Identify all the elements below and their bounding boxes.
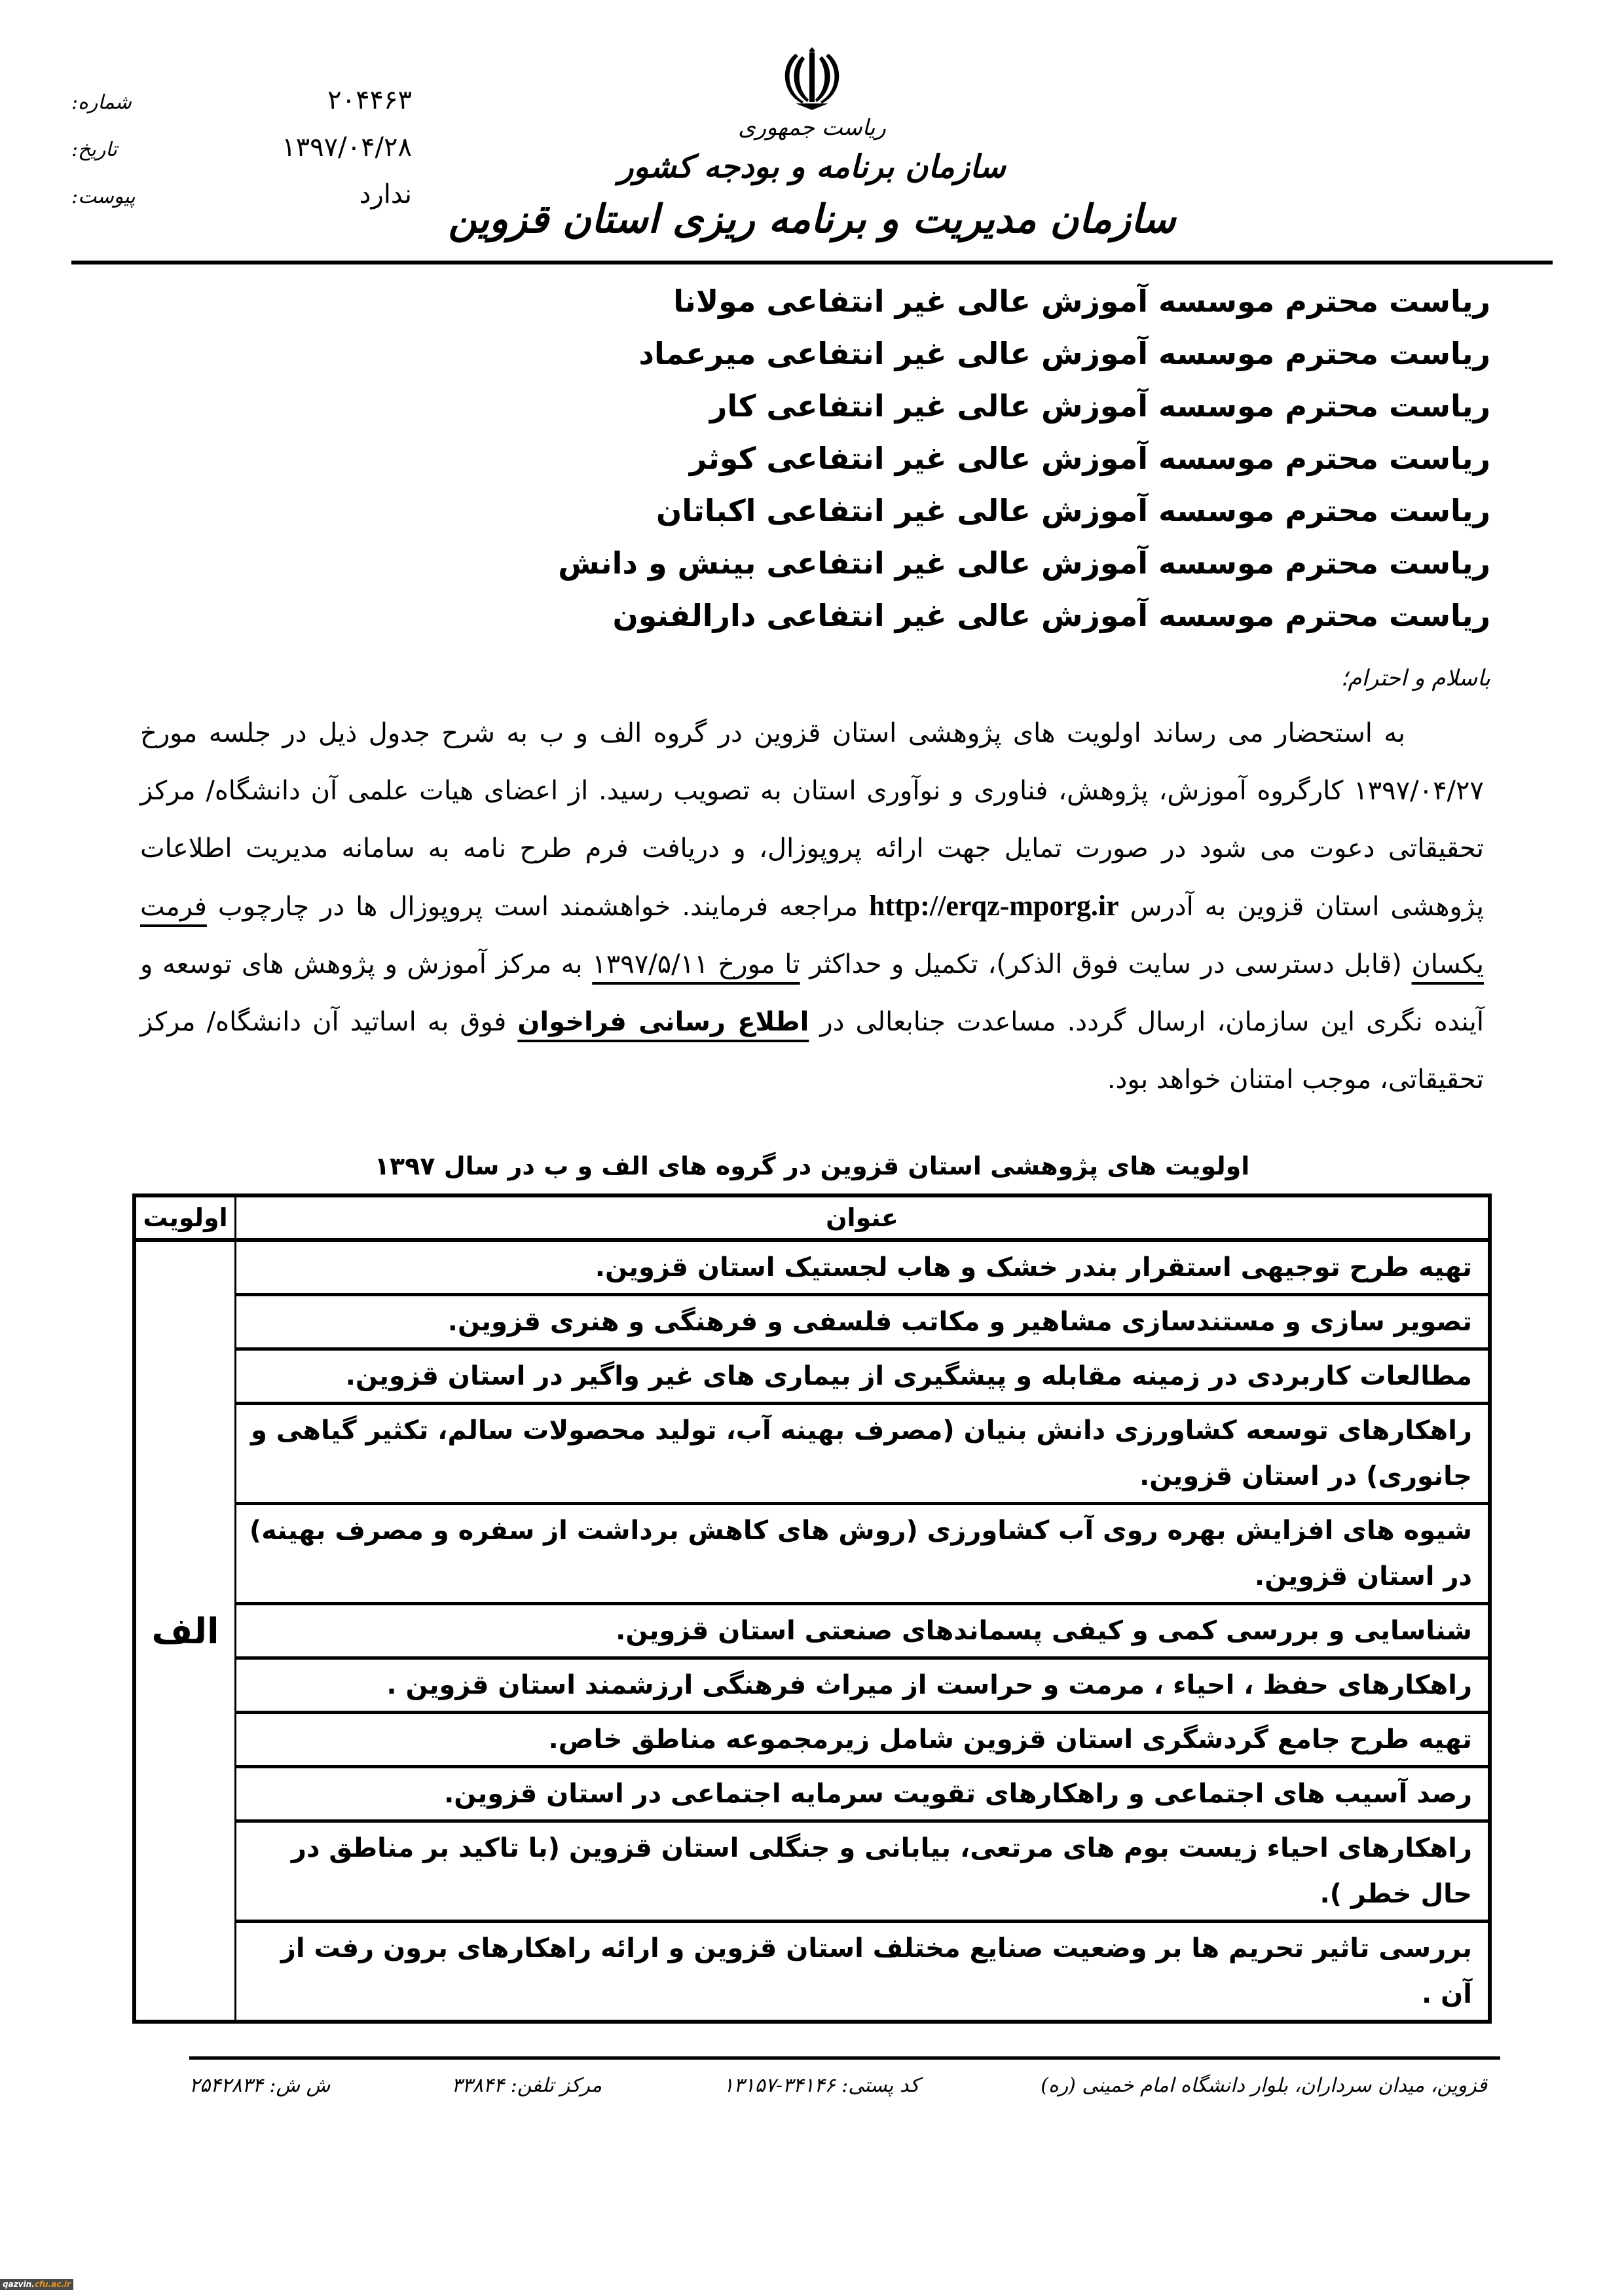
recipient: ریاست محترم موسسه آموزش عالی غیر انتفاعی کوثر (689, 441, 1490, 476)
recipient: ریاست محترم موسسه آموزش عالی غیر انتفاعی اکباتان (656, 493, 1490, 528)
body-text-part: فوق به اساتید آن دانشگاه/ مرکز تحقیقاتی، موجب امتنان خواهد بود. (140, 1007, 1484, 1095)
letter-date-row (71, 132, 412, 162)
table-row (134, 1295, 1490, 1349)
letter-page (71, 0, 1553, 2123)
priority-group-cell: الف (134, 1240, 236, 2022)
org-provincial: سازمان مدیریت و برنامه ریزی استان قزوین (448, 196, 1176, 242)
topic-cell: شیوه های افزایش بهره روی آب کشاورزی (روش های کاهش برداشت از سفره و مصرف بهینه) در استان قزوین. (236, 1504, 1490, 1604)
header-divider (71, 261, 1553, 264)
iran-emblem-icon (776, 46, 848, 111)
org-presidency: ریاست جمهوری (738, 115, 886, 141)
topic-cell: شناسایی و بررسی کمی و کیفی پسماندهای صنعتی استان قزوین. (236, 1604, 1490, 1658)
recipient: ریاست محترم موسسه آموزش عالی غیر انتفاعی بینش و دانش (558, 545, 1490, 581)
uniform-format-text: فرمت یکسان (140, 892, 1484, 979)
footer-divider (189, 2056, 1500, 2060)
table-row (134, 1504, 1490, 1604)
body-text-part: مراجعه فرمایند. خواهشمند است پروپوزال ها در چارچوب (206, 892, 870, 922)
topic-cell: بررسی تاثیر تحریم ها بر وضعیت صنایع مختلف استان قزوین و ارائه راهکارهای برون رفت از آن . (236, 1922, 1490, 2022)
topic-cell: راهکارهای احیاء زیست بوم های مرتعی، بیابانی و جنگلی استان قزوین (با تاکید بر مناطق در حال خطر ). (236, 1821, 1490, 1922)
topic-cell: راهکارهای توسعه کشاورزی دانش بنیان (مصرف بهینه آب، تولید محصولات سالم، تکثیر گیاهی و جانوری) در استان قزوین. (236, 1404, 1490, 1504)
body-text-part: به استحضار می رساند اولویت های پژوهشی استان قزوین در گروه الف و ب به شرح جدول ذیل در جلسه مورخ ۱۳۹۷/۰۴/۲۷ کارگروه آموزش، پژوهش، فناوری و نوآوری استان به تصویب رسید. از اعضای هیات علمی آن دانشگاه/ مرکز تحقیقاتی دعوت می شود در صورت تمایل جهت ارائه پروپوزال، و دریافت فرم طرح نامه به سامانه مدیریت اطلاعات پژوهشی استان قزوین به آدرس (140, 718, 1485, 922)
table-body (134, 1240, 1490, 2022)
system-url-link[interactable]: http://erqz-mporg.ir (869, 890, 1119, 922)
table-row (134, 1404, 1490, 1504)
body-text-part: (قابل دسترسی در سایت فوق الذکر)، تکمیل و حداکثر (800, 949, 1412, 979)
table-row (134, 1658, 1490, 1713)
letter-attachment-label: پیوست: (71, 185, 136, 208)
column-header-title: عنوان (236, 1195, 1490, 1240)
call-notice-text: اطلاع رسانی فراخوان (517, 1007, 809, 1037)
table-row (134, 1922, 1490, 2022)
watermark-text-part: qazvin. (3, 2280, 35, 2289)
table-row (134, 1604, 1490, 1658)
table-row (134, 1349, 1490, 1404)
recipient: ریاست محترم موسسه آموزش عالی غیر انتفاعی میرعماد (638, 336, 1490, 371)
footer-phone: مرکز تلفن: ۳۳۸۴۴ (451, 2074, 602, 2097)
letter-number-row (71, 85, 412, 115)
body-text-part: به مرکز آموزش و پژوهش های توسعه و آینده نگری این سازمان، ارسال گردد. مساعدت جنابعالی در (140, 949, 1484, 1037)
org-ministry: سازمان برنامه و بودجه کشور (618, 149, 1006, 185)
footer-registration-number: ش ش: ۲۵۴۲۸۳۴ (189, 2074, 331, 2097)
letter-date-label: تاریخ: (71, 138, 117, 161)
table-header-row (134, 1195, 1490, 1240)
topic-cell: رصد آسیب های اجتماعی و راهکارهای تقویت سرمایه اجتماعی در استان قزوین. (236, 1767, 1490, 1821)
table-row (134, 1821, 1490, 1922)
letter-meta (71, 46, 412, 227)
recipient: ریاست محترم موسسه آموزش عالی غیر انتفاعی کار (709, 388, 1490, 424)
table-title: اولویت های پژوهشی استان قزوین در گروه های الف و ب در سال ۱۳۹۷ (374, 1152, 1250, 1180)
letter-number-value: ۲۰۴۴۶۳ (327, 85, 412, 115)
footer-address: قزوین، میدان سرداران، بلوار دانشگاه امام خمینی (ره) (1041, 2074, 1487, 2097)
letter-number-label: شماره: (71, 91, 132, 114)
topic-cell: مطالعات کاربردی در زمینه مقابله و پیشگیری از بیماری های غیر واگیر در استان قزوین. (236, 1349, 1490, 1404)
recipient-list (71, 275, 1553, 642)
column-header-priority: اولویت (134, 1195, 236, 1240)
deadline-text: تا مورخ ۱۳۹۷/۵/۱۱ (592, 949, 800, 979)
recipient: ریاست محترم موسسه آموزش عالی غیر انتفاعی مولانا (673, 283, 1490, 319)
topic-cell: راهکارهای حفظ ، احیاء ، مرمت و حراست از میراث فرهنگی ارزشمند استان قزوین . (236, 1658, 1490, 1713)
letter-header (71, 46, 1553, 249)
topic-cell: تصویر سازی و مستندسازی مشاهیر و مکاتب فلسفی و فرهنگی و هنری قزوین. (236, 1295, 1490, 1349)
topic-cell: تهیه طرح توجیهی استقرار بندر خشک و هاب لجستیک استان قزوین. (236, 1240, 1490, 1295)
table-row (134, 1240, 1490, 1295)
topic-cell: تهیه طرح جامع گردشگری استان قزوین شامل زیرمجموعه مناطق خاص. (236, 1713, 1490, 1767)
salutation: باسلام و احترام؛ (1340, 665, 1490, 691)
footer (189, 2074, 1487, 2123)
footer-postal-code: کد پستی: ۳۴۱۴۶-۱۳۱۵۷ (723, 2074, 919, 2097)
letter-attachment-value: ندارد (359, 179, 412, 210)
org-titles (448, 46, 1176, 249)
letter-date-value: ۱۳۹۷/۰۴/۲۸ (282, 132, 412, 162)
letter-attachment-row (71, 179, 412, 210)
recipient: ریاست محترم موسسه آموزش عالی غیر انتفاعی دارالفنون (612, 598, 1490, 633)
priority-table (132, 1194, 1492, 2024)
site-watermark (0, 2279, 73, 2290)
table-row (134, 1713, 1490, 1767)
watermark-text-part: cfu.ac.ir (34, 2280, 71, 2289)
table-row (134, 1767, 1490, 1821)
letter-body (140, 704, 1484, 1108)
